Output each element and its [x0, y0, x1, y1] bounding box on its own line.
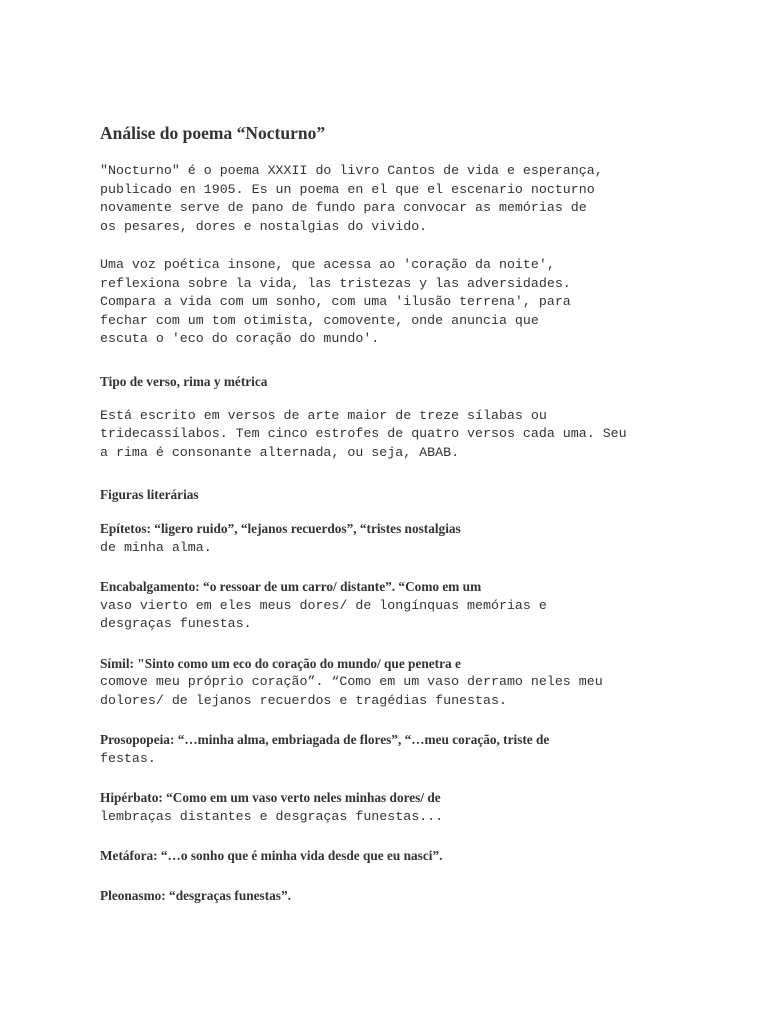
- text-line: Está escrito em versos de arte maior de treze sílabas ou: [100, 407, 547, 423]
- figure-continuation-line: de minha alma.: [100, 539, 212, 555]
- figure-continuation-line: vaso vierto em eles meus dores/ de longínquas memórias e: [100, 597, 547, 613]
- intro-paragraph-2: [100, 256, 700, 349]
- figure-title-line: Encabalgamento: “o ressoar de um carro/ distante”. “Como em um: [100, 579, 482, 594]
- text-line: "Nocturno" é o poema XXXII do livro Cantos de vida e esperança,: [100, 163, 603, 178]
- figure-title-line: Pleonasmo: “desgraças funestas”.: [100, 887, 291, 903]
- section-heading-figures: Figuras literárias: [100, 487, 199, 502]
- figure-continuation-line: dolores/ de lejanos recuerdos e tragédias funestas.: [100, 692, 507, 708]
- text-line: publicado en 1905. Es un poema en el que el escenario nocturno: [100, 181, 595, 197]
- text-line: Uma voz poética insone, que acessa ao 'coração da noite',: [100, 257, 555, 272]
- figure-continuation-line: festas.: [100, 750, 156, 766]
- figure-item: [100, 578, 700, 634]
- text-line: Compara a vida com um sonho, com uma 'ilusão terrena', para: [100, 294, 571, 309]
- text-line: os pesares, dores e nostalgias do vivido.: [100, 218, 428, 234]
- figure-title-line: Hipérbato: “Como em um vaso verto neles minhas dores/ de: [100, 790, 441, 805]
- text-line: tridecassílabos. Tem cinco estrofes de quatro versos cada uma. Seu: [100, 426, 627, 441]
- figures-list: [100, 520, 700, 905]
- figure-title-line: Metáfora: “…o sonho que é minha vida desde que eu nasci”.: [100, 848, 443, 863]
- figure-continuation-line: lembraças distantes e desgraças funestas...: [100, 808, 444, 824]
- figure-item: [100, 847, 700, 866]
- figure-continuation-line: desgraças funestas.: [100, 616, 252, 631]
- figure-item: [100, 520, 700, 557]
- figure-title-line: Epítetos: “ligero ruido”, “lejanos recuerdos”, “tristes nostalgias: [100, 521, 461, 536]
- page-title: Análise do poema “Nocturno”: [100, 123, 326, 143]
- figure-title-line: Símil: "Sinto como um eco do coração do mundo/ que penetra e: [100, 655, 461, 671]
- figure-item: [100, 731, 700, 768]
- figure-title-line: Prosopopeia: “…minha alma, embriagada de flores”, “…meu coração, triste de: [100, 732, 550, 747]
- intro-paragraph-1: [100, 162, 700, 236]
- text-line: escuta o 'eco do coração do mundo'.: [100, 331, 380, 346]
- text-line: fechar com um tom otimista, comovente, onde anuncia que: [100, 312, 539, 328]
- text-line: a rima é consonante alternada, ou seja, ABAB.: [100, 444, 460, 460]
- figure-continuation-line: comove meu próprio coração”. “Como em um vaso derramo neles meu: [100, 674, 603, 689]
- verse-paragraph: [100, 407, 700, 463]
- figure-item: [100, 887, 700, 906]
- text-line: novamente serve de pano de fundo para convocar as memórias de: [100, 200, 587, 215]
- text-line: reflexiona sobre la vida, las tristezas y las adversidades.: [100, 275, 571, 291]
- figure-item: [100, 655, 700, 711]
- figure-item: [100, 789, 700, 826]
- document-page: [100, 122, 700, 926]
- section-heading-verse: Tipo de verso, rima y métrica: [100, 373, 268, 389]
